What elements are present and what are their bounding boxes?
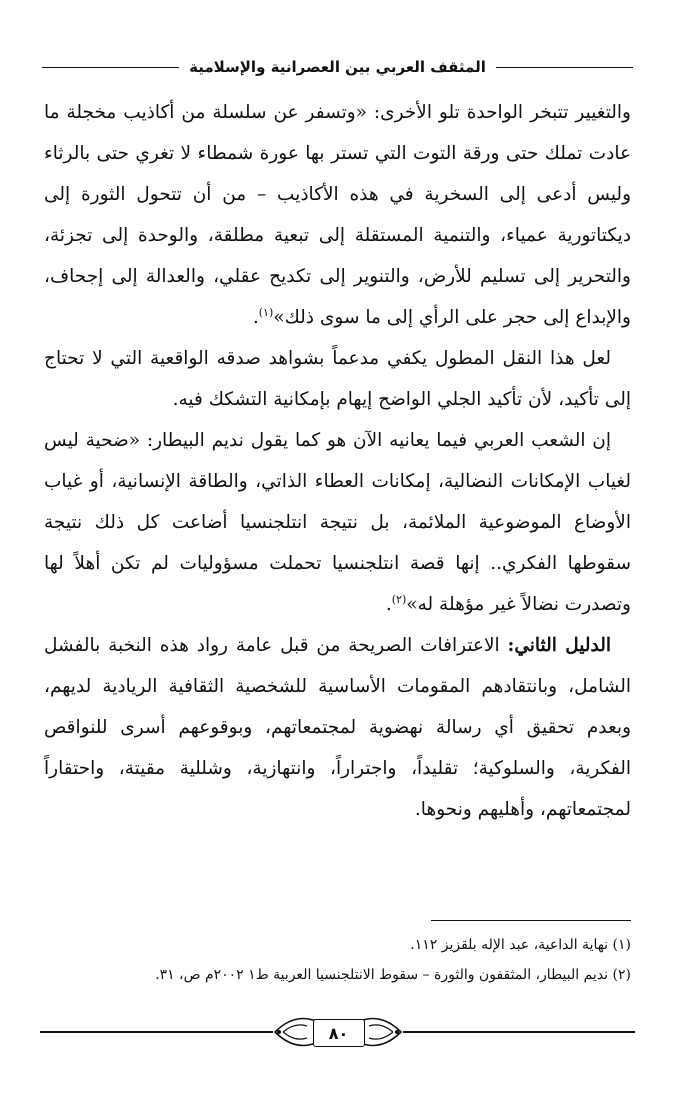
footnote-2: (٢) نديم البيطار، المثقفون والثورة – سقوط الانتلجنسيا العربية ط١ ٢٠٠٢م ص، ٣١. <box>155 967 631 983</box>
second-evidence-heading: الدليل الثاني: <box>507 635 611 656</box>
footnote-ref-1: (١) <box>258 305 274 319</box>
paragraph-4-text: الاعترافات الصريحة من قبل عامة رواد هذه النخبة بالفشل الشامل، وبانتقادهم المقومات الأساسية للشخصية الثقافية الريادية لديهم، وبعدم تحقيق أي رسالة نهضوية لمجتمعاتهم، وبوقوعهم أسرى للنواقص الفكرية، والسلوكية؛ تقليداً، واجتراراً، وانتهازية، وشللية مقيتة، واحتقاراً لمجتمعاتهم، وأهليهم ونحوها. <box>44 635 631 820</box>
paragraph-1-end: . <box>252 307 259 328</box>
page-footer <box>40 1012 635 1052</box>
header-rule-right <box>496 67 633 68</box>
body-text <box>44 92 631 830</box>
paragraph-3 <box>44 420 631 625</box>
paragraph-1-text: والتغيير تتبخر الواحدة تلو الأخرى: «وتسفر عن سلسلة من أكاذيب مخجلة ما عادت تملك حتى ورقة التوت التي تستر بها عورة شمطاء لا تغري حتى بالرثاء وليس أدعى إلى السخرية في هذه الأكاذيب – من أن تتحول الثورة إلى ديكتاتورية عمياء، والتنمية المستقلة إلى تبعية مطلقة، والوحدة إلى تجزئة، والتحرير إلى تسليم للأرض، والتنوير إلى تكديح عقلي، والعدالة إلى إجحاف، والإبداع إلى حجر على الرأي إلى ما سوى ذلك» <box>44 102 631 328</box>
footnote-1: (١) نهاية الداعية، عبد الإله بلقزيز ١١٢. <box>410 937 631 953</box>
footer-rule-right <box>403 1031 636 1033</box>
running-header-title: المثقف العربي بين العصرانية والإسلامية <box>189 58 486 76</box>
paragraph-3-text: إن الشعب العربي فيما يعانيه الآن هو كما يقول نديم البيطار: «ضحية ليس لغياب الإمكانات النضالية، إمكانات العطاء الذاتي، والطاقة الإنسانية، أو غياب الأوضاع الموضوعية الملائمة، بل نتيجة انتلجنسيا أضاعت كل ذلك نتيجة سقوطها الفكري.. إنها قصة انتلجنسيا تحملت مسؤوليات لم تكن أهلاً لها وتصدرت نضالاً غير مؤهلة له» <box>44 430 631 615</box>
page-number-ornament <box>273 1012 403 1052</box>
page-number: ٨٠ <box>313 1019 365 1047</box>
running-header <box>42 52 633 82</box>
footnote-ref-2: (٢) <box>391 592 407 606</box>
paragraph-3-end: . <box>385 594 392 615</box>
paragraph-1 <box>44 92 631 338</box>
paragraph-2: لعل هذا النقل المطول يكفي مدعماً بشواهد صدقه الواقعية التي لا تحتاج إلى تأكيد، لأن تأكيد الجلي الواضح إيهام بإمكانية التشكك فيه. <box>44 348 631 410</box>
footnotes <box>44 932 631 992</box>
paragraph-4 <box>44 625 631 830</box>
footer-rule-left <box>40 1031 273 1033</box>
header-rule-left <box>42 67 179 68</box>
footnote-separator <box>431 920 631 921</box>
